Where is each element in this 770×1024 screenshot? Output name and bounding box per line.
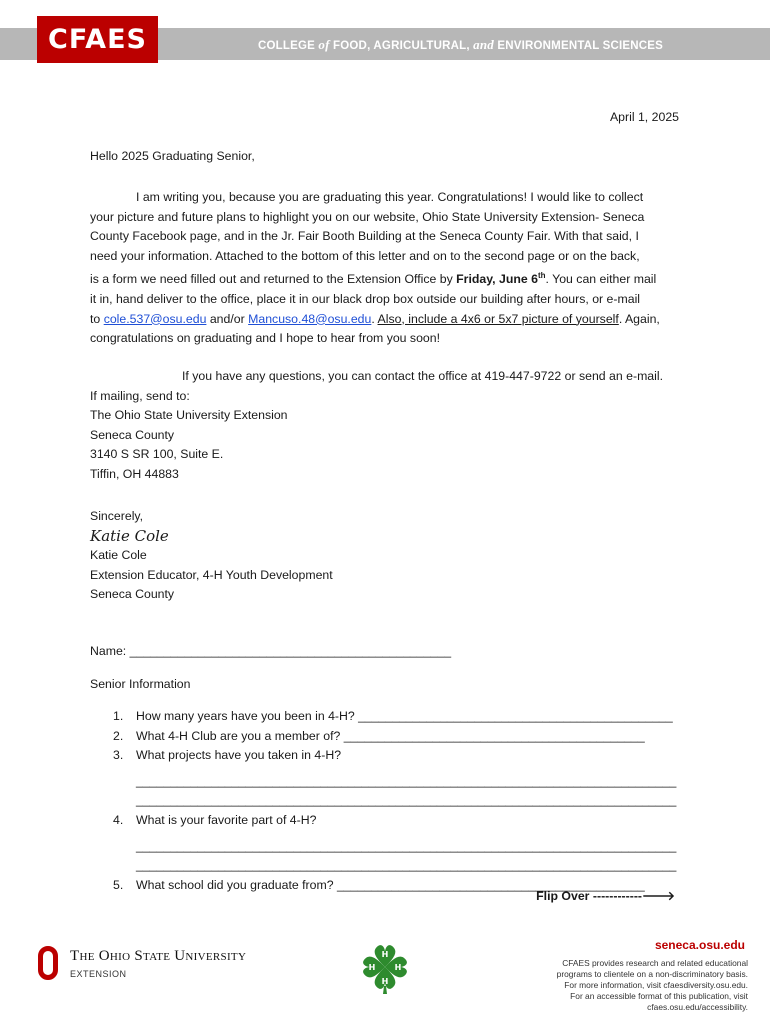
- four-h-clover-icon: [360, 942, 410, 994]
- college-name: COLLEGE of FOOD, AGRICULTURAL, and ENVIRONMENTAL SCIENCES: [258, 37, 664, 52]
- contact-block: If you have any questions, you can contact the office at 419-447-9722 or send an e-mail. If mailing, send to: The Ohio State University Extension Seneca County 3140 S SR 100, Suite E. Tiffin, OH 44883: [90, 369, 664, 481]
- signature-block: Sincerely, Katie Cole Katie Cole Extension Educator, 4-H Youth Development Seneca County: [90, 509, 333, 602]
- svg-text:H: H: [394, 963, 402, 972]
- greeting: Hello 2025 Graduating Senior,: [90, 149, 255, 163]
- letter-date: April 1, 2025: [609, 110, 679, 124]
- flip-over-note: Flip Over ------------🡒: [536, 889, 675, 903]
- question-1: 1. How many years have you been in 4-H? ______________________________________________: [113, 709, 673, 723]
- paragraph-body: I am writing you, because you are graduating this year. Congratulations! I would like to collect your picture and future plans to highlight you on our website, Ohio State University Extension- Seneca County Facebook page, and in the Jr. Fair Booth Building at the Seneca County Fair. With that said, I need your information. Attached to the bottom of this letter and on to the second page or on the back, is a form we need filled out and returned to the Extension Office by Friday, June 6th. You can either mail it in, hand deliver to the office, place it in our black drop box outside our building after hours, or e-mail to cole.537@osu.edu and/or Mancuso.48@osu.edu. Also, include a 4x6 or 5x7 picture of yourself. Again, congratulations on graduating and I hope to hear from you soon!: [90, 190, 660, 346]
- question-list: [90, 707, 690, 895]
- svg-text:H: H: [381, 977, 389, 986]
- question-2: 2. What 4-H Club are you a member of? ____________________________________________: [113, 728, 645, 743]
- answer-line: _______________________________________________________________________________: [136, 838, 677, 853]
- block-o-icon: [38, 946, 58, 980]
- answer-line: _______________________________________________________________________________: [136, 858, 677, 873]
- section-title: Senior Information: [90, 677, 191, 691]
- name-field: Name: _______________________________________________: [90, 644, 452, 658]
- svg-text:H: H: [368, 963, 376, 972]
- osu-extension-logo: The Ohio State University EXTENSION: [38, 946, 246, 980]
- signature: Katie Cole: [90, 526, 169, 545]
- website-link[interactable]: seneca.osu.edu: [654, 938, 745, 952]
- cfaes-logo: CFAES: [37, 16, 158, 63]
- nondiscrimination-statement: CFAES provides research and related educational programs to clientele on a non-discriminatory basis. For more information, visit cfaesdiversity.osu.edu. For an accessible format of this publication, visit cfaes.osu.edu/accessibility.: [556, 958, 748, 1012]
- email-link-cole[interactable]: cole.537@osu.edu: [103, 311, 207, 326]
- answer-line: _______________________________________________________________________________: [136, 793, 677, 808]
- question-5: 5. What school did you graduate from? _____________________________________________: [113, 877, 645, 892]
- email-link-mancuso[interactable]: Mancuso.48@osu.edu: [248, 311, 372, 326]
- question-3: 3. What projects have you taken in 4-H?: [113, 748, 342, 763]
- question-4: 4. What is your favorite part of 4-H?: [113, 812, 317, 827]
- svg-text:H: H: [381, 950, 389, 959]
- answer-line: _______________________________________________________________________________: [136, 773, 677, 788]
